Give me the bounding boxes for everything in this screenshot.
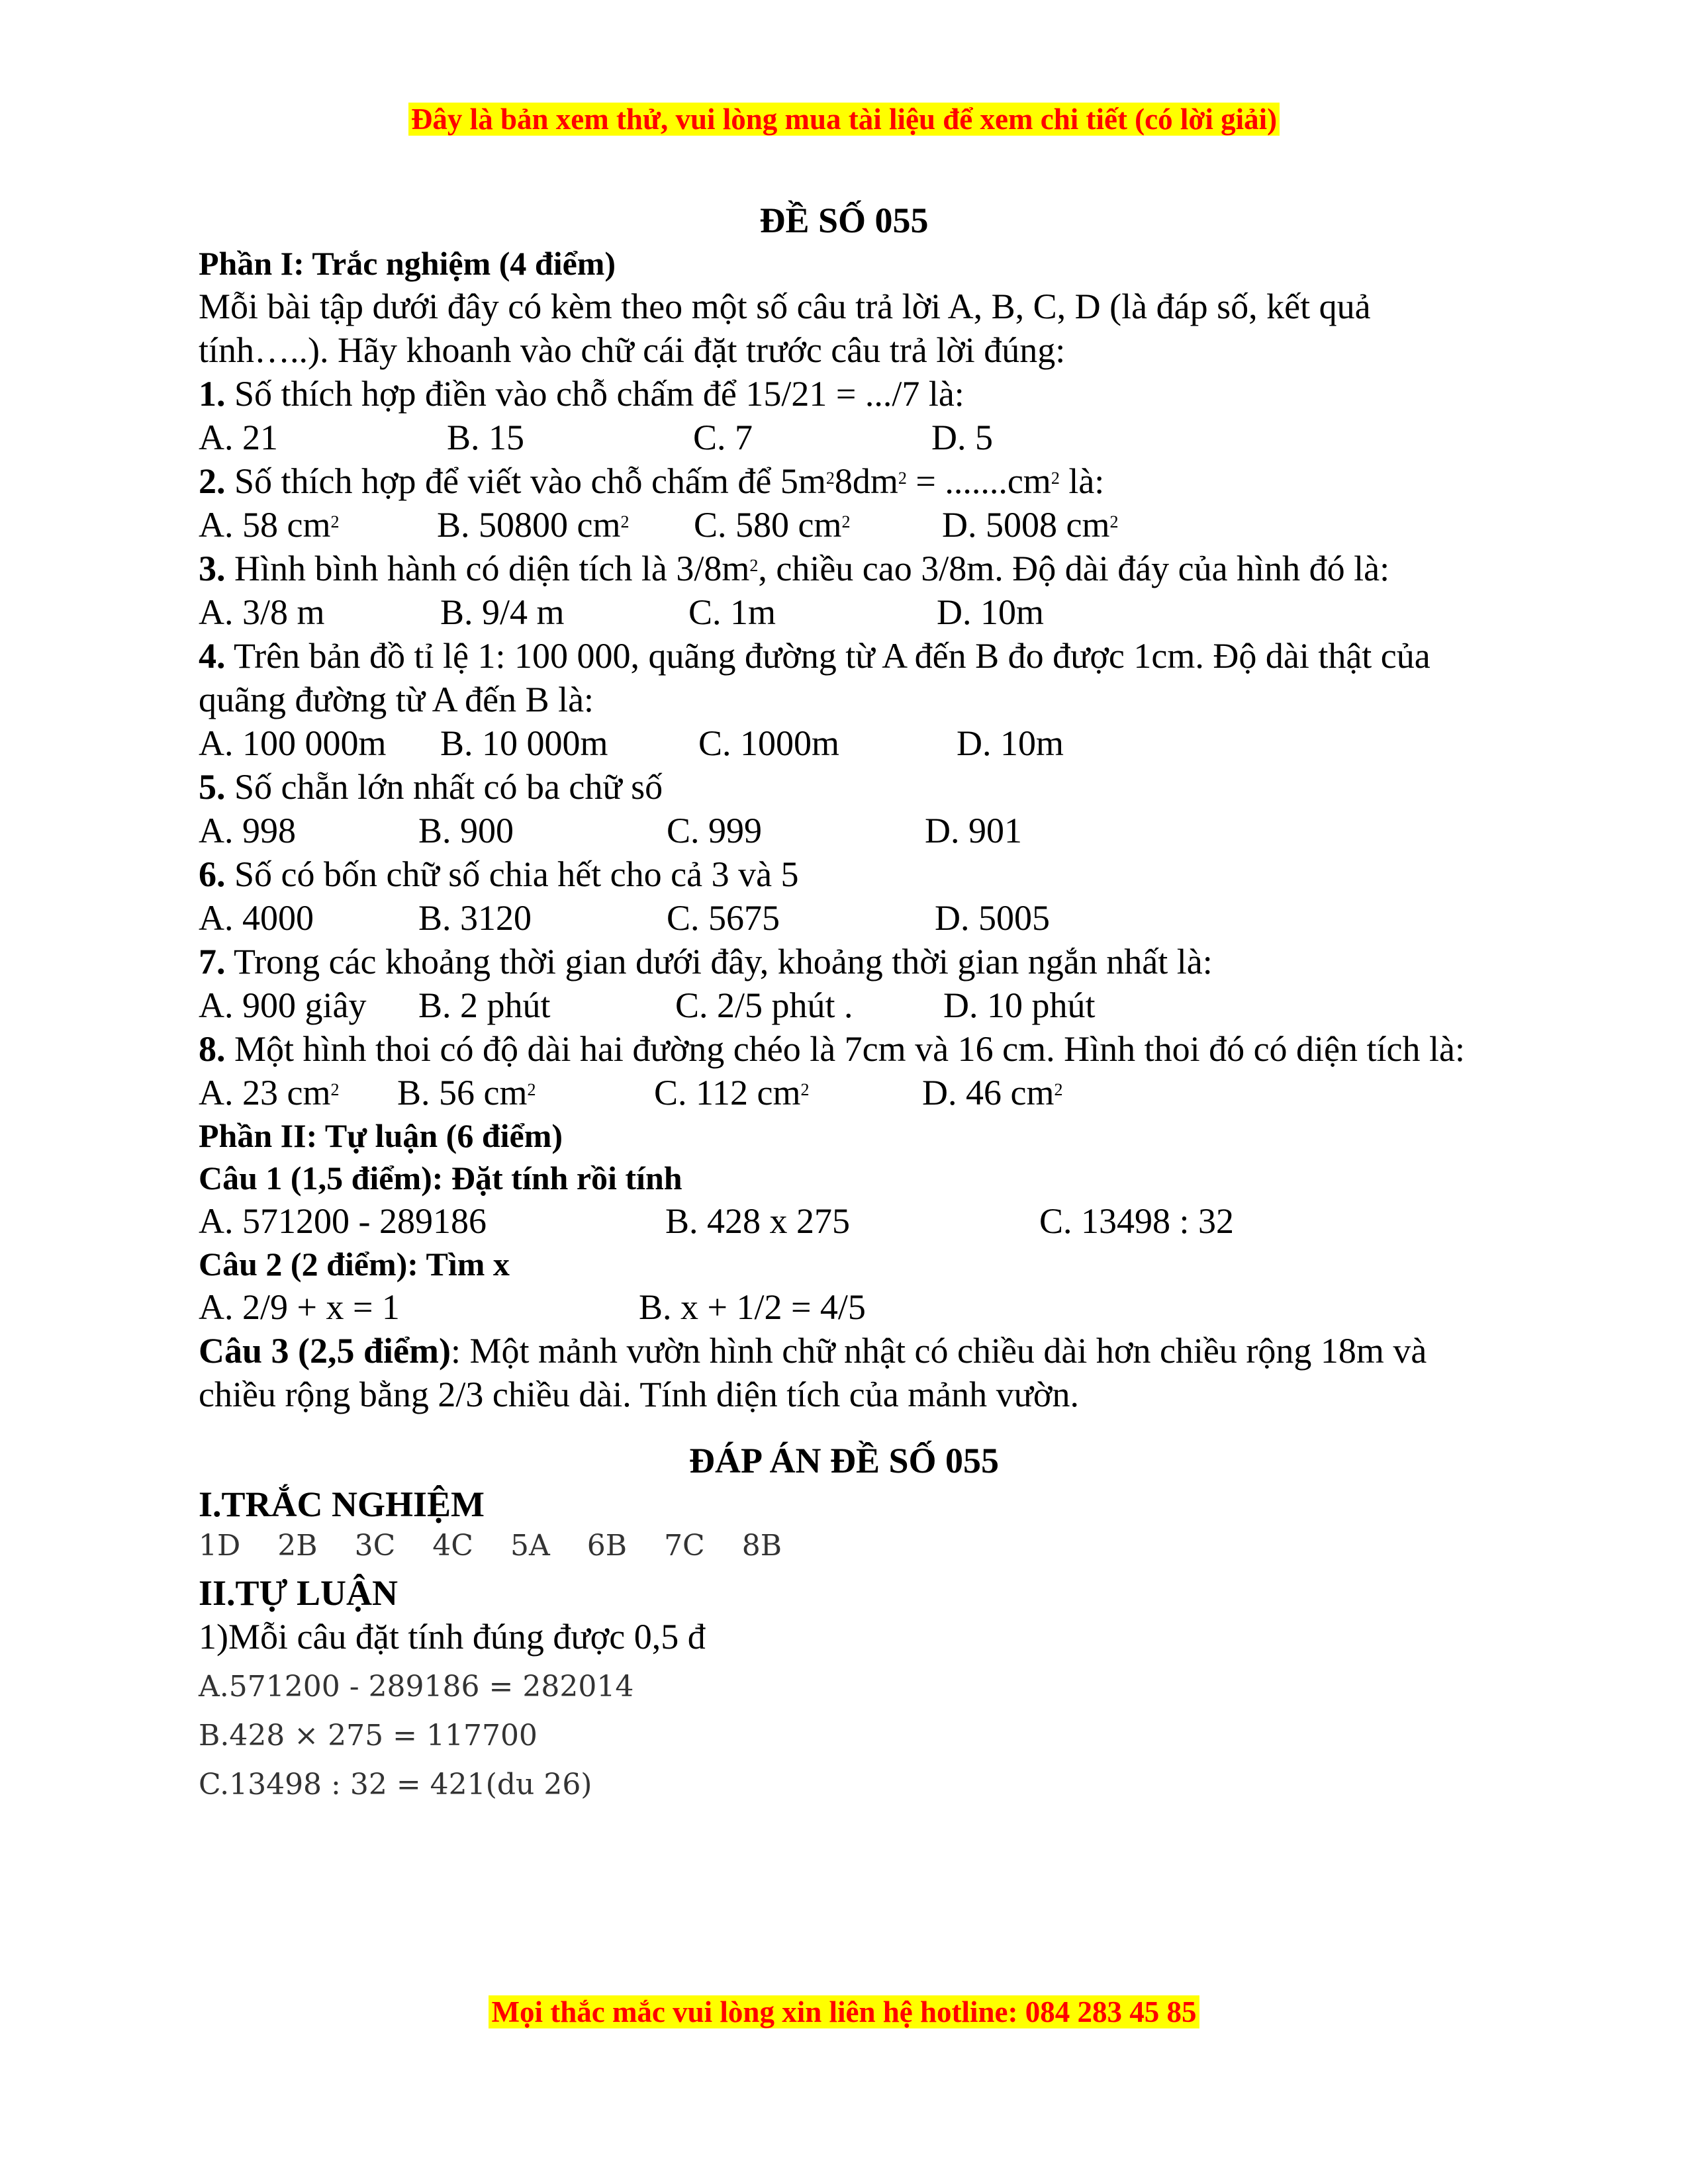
option[interactable]: B. 9/4 m [440,592,565,632]
question-3-options [199,590,1489,634]
mc-answer: 6B [586,1529,628,1563]
option[interactable]: C. 5675 [667,898,780,938]
hotline-banner-text: Mọi thắc mắc vui lòng xin liên hệ hotline: 084 283 45 85 [489,1995,1199,2028]
option[interactable]: B. 50800 $cm^2$ [437,505,630,545]
option[interactable]: B. 15 [447,418,525,457]
question-2-options [199,503,1489,547]
calc-answer: B.428 × 275 = 117700 [199,1719,538,1752]
option[interactable]: A. 23 $cm^2$ [199,1073,340,1113]
mc-answer: 3C [354,1529,396,1563]
question-8: 8. Một hình thoi có độ dài hai đường chéo là 7cm và 16 cm. Hình thoi đó có diện tích là: [199,1029,1465,1069]
option[interactable]: C. 1m [688,592,776,632]
option[interactable]: C. 7 [693,418,753,457]
option[interactable]: D. 10m [957,723,1064,763]
option[interactable]: B. 10 000m [440,723,608,763]
option[interactable]: D. 46 $cm^2$ [922,1073,1063,1113]
exam-content [199,199,1489,1809]
instructions: Mỗi bài tập dưới đây có kèm theo một số câu trả lời A, B, C, D (là đáp số, kết quả tính…..). Hãy khoanh vào chữ cái đặt trước câu trả lời đúng: [199,287,1371,370]
option[interactable]: C. 580 $cm^2$ [694,505,851,545]
option[interactable]: D. 901 [925,811,1022,850]
mc-answer: 1D [199,1529,241,1563]
mc-answer-list [199,1526,1489,1566]
mc-answer: 5A [510,1529,550,1563]
question-1-options [199,416,1489,459]
option[interactable]: D. 5005 [935,898,1050,938]
hotline-banner [0,1993,1688,2030]
option[interactable]: D. 10m [937,592,1044,632]
option[interactable]: A. 100 000m [199,723,387,763]
question-8-options [199,1071,1489,1115]
mc-answer: 2B [277,1529,318,1563]
question-c1-items: A. 571200 - 289186 B. 428 x 275 C. 13498 : 32 [199,1201,1235,1241]
question-c2-items: A. 2/9 + x = 1 B. x + 1/2 = 4/5 [199,1287,866,1327]
calc-answer: C.13498 : 32 = 421(du 26) [199,1768,592,1801]
option[interactable]: A. 900 giây [199,985,367,1025]
option[interactable]: B. 3120 [418,898,532,938]
question-6-options [199,896,1489,940]
answers-title: ĐÁP ÁN ĐỀ SỐ 055 [688,1441,1000,1480]
option[interactable]: A. 998 [199,811,296,850]
option[interactable]: A. 58 $cm^2$ [199,505,340,545]
option[interactable]: C. 2/5 phút . [675,985,853,1025]
option[interactable]: B. 56 $cm^2$ [397,1073,536,1113]
option[interactable]: D. 5008 $cm^2$ [942,505,1119,545]
calc-answers [199,1662,1489,1809]
mc-answer: 7C [664,1529,705,1563]
option[interactable]: A. 21 [199,418,278,457]
question-4-options [199,721,1489,765]
question-3: 3. Hình bình hành có diện tích là $3/8m^2$, chiều cao 3/8m. Độ dài đáy của hình đó là: [199,549,1390,588]
preview-banner-text: Đây là bản xem thử, vui lòng mua tài liệu để xem chi tiết (có lời giải) [408,103,1280,136]
question-7-options [199,983,1489,1027]
option[interactable]: A. 3/8 m [199,592,325,632]
option[interactable]: A. 4000 [199,898,314,938]
question-c2-title: Câu 2 (2 điểm): Tìm x [199,1246,510,1283]
option[interactable]: D. 10 phút [943,985,1096,1025]
preview-banner [0,101,1688,138]
part2-title: Phần II: Tự luận (6 điểm) [199,1117,563,1154]
mc-answer: 4C [432,1529,473,1563]
question-5-options [199,809,1489,852]
mc-answer: 8B [741,1529,782,1563]
answers-note1: 1)Mỗi câu đặt tính đúng được 0,5 đ [199,1617,706,1657]
question-c3: Câu 3 (2,5 điểm): Một mảnh vườn hình chữ nhật có chiều dài hơn chiều rộng 18m và chiều rộng bằng 2/3 chiều dài. Tính diện tích của mảnh vườn. [199,1331,1427,1414]
calc-answer: A.571200 - 289186 = 282014 [199,1670,634,1704]
question-6: 6. Số có bốn chữ số chia hết cho cả 3 và 5 [199,854,799,894]
option[interactable]: C. 1000m [698,723,840,763]
part1-title: Phần I: Trắc nghiệm (4 điểm) [199,245,616,282]
question-c1-title: Câu 1 (1,5 điểm): Đặt tính rồi tính [199,1160,682,1197]
question-1: 1. Số thích hợp điền vào chỗ chấm để 15/21 = .../7 là: [199,374,964,414]
option[interactable]: C. 999 [667,811,763,850]
question-4: 4. Trên bản đồ tỉ lệ 1: 100 000, quãng đường từ A đến B đo được 1cm. Độ dài thật của quãng đường từ A đến B là: [199,636,1430,719]
exam-title: ĐỀ SỐ 055 [759,201,929,240]
option[interactable]: C. 112 $cm^2$ [654,1073,810,1113]
answers-section1: I.TRẮC NGHIỆM [199,1484,485,1524]
question-5: 5. Số chẵn lớn nhất có ba chữ số [199,767,663,807]
question-7: 7. Trong các khoảng thời gian dưới đây, khoảng thời gian ngắn nhất là: [199,942,1213,981]
answers-section2: II.TỰ LUẬN [199,1573,399,1613]
option[interactable]: B. 900 [418,811,514,850]
question-2: 2. Số thích hợp để viết vào chỗ chấm để $5m^28dm^2 = .......cm^2$ là: [199,461,1105,501]
option[interactable]: D. 5 [931,418,993,457]
option[interactable]: B. 2 phút [418,985,551,1025]
